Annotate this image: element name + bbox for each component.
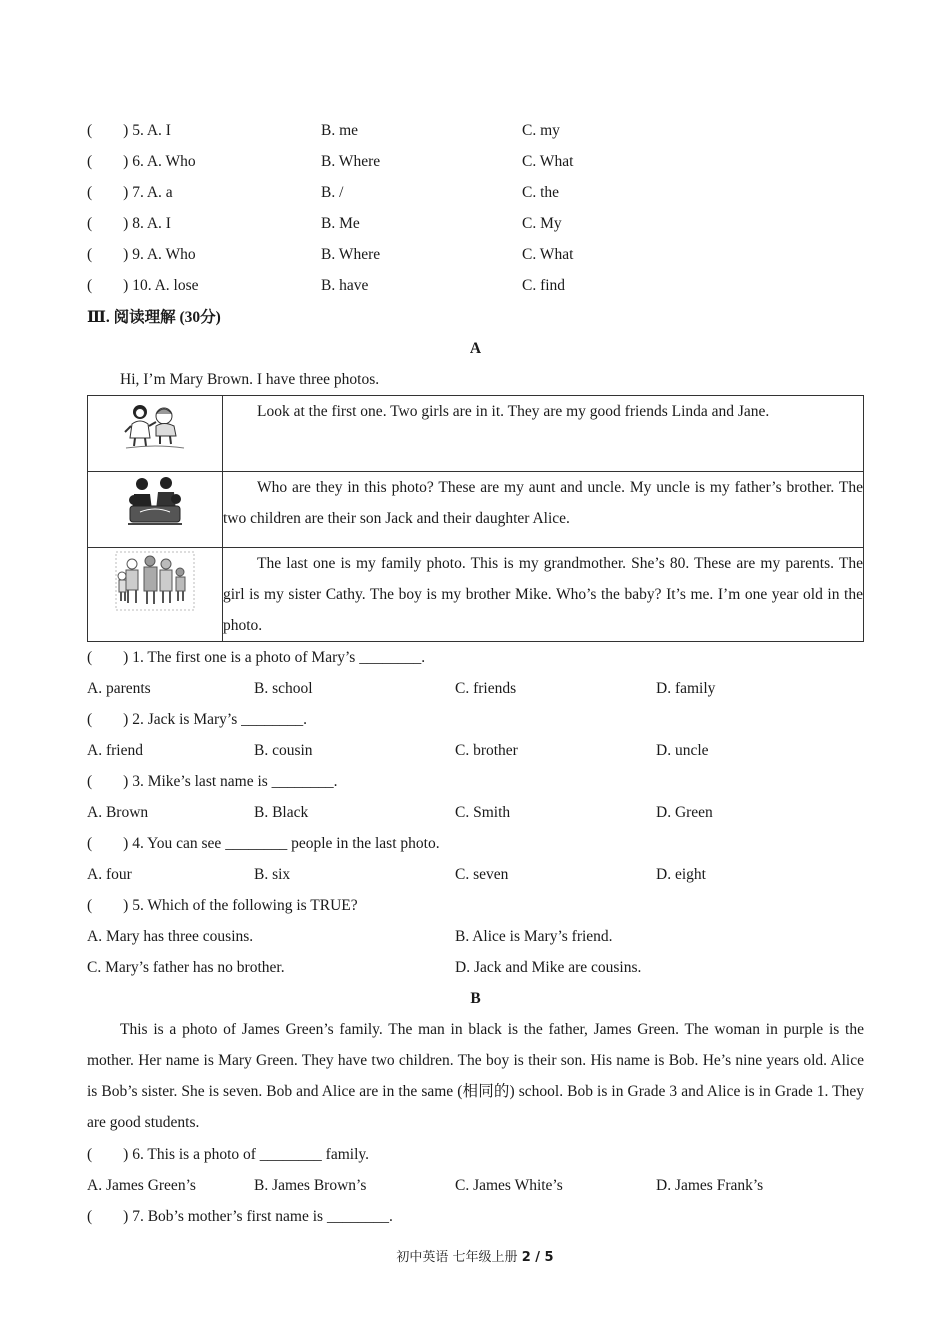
photo-table <box>87 395 864 642</box>
question-stem: ( ) 3. Mike’s last name is ________. <box>87 773 338 790</box>
photo-text: Who are they in this photo? These are my aunt and uncle. My uncle is my father’s brother. The two children are their son Jack and their daughter Alice. <box>223 472 864 548</box>
option-b: B. six <box>254 866 291 883</box>
option-a: A. friend <box>87 742 143 759</box>
question-options <box>87 735 864 766</box>
page-number: 2 / 5 <box>521 1250 554 1265</box>
cloze-option-row <box>87 177 864 208</box>
girls-photo <box>88 396 223 472</box>
option-b: B. school <box>254 680 313 697</box>
photo-row <box>88 396 864 472</box>
aunt-uncle-photo <box>88 472 223 548</box>
passage-b-label: B <box>470 990 481 1007</box>
option-a: A. parents <box>87 680 151 697</box>
cloze-option-b: B. Where <box>321 153 381 170</box>
option-d: D. James Frank’s <box>656 1177 764 1194</box>
option-d: D. family <box>656 680 716 697</box>
passage-b-text: This is a photo of James Green’s family. The man in black is the father, James Green. The woman in purple is the mother. Her name is Mary Green. They have two children. The boy is their son. His name is Bob. He’s nine years old. Alice is Bob’s sister. She is seven. Bob and Alice are in the same (相同的) school. Bob is in Grade 3 and Alice is in Grade 1. They are good students. <box>87 1021 864 1131</box>
option-b: B. Black <box>254 804 309 821</box>
cloze-option-b: B. Me <box>321 215 360 232</box>
cloze-option-row <box>87 239 864 270</box>
cloze-option-c: C. the <box>522 184 560 201</box>
photo-row <box>88 472 864 548</box>
option-c: C. brother <box>455 742 518 759</box>
cloze-option-row <box>87 115 864 146</box>
option-b: B. Alice is Mary’s friend. <box>455 928 613 945</box>
family-photo <box>88 548 223 642</box>
cloze-option-c: C. What <box>522 246 574 263</box>
photo-text: The last one is my family photo. This is my grandmother. She’s 80. These are my parents. The girl is my sister Cathy. The boy is my brother Mike. Who’s the baby? It’s me. I’m one year old in the photo. <box>223 548 864 642</box>
option-b: B. James Brown’s <box>254 1177 367 1194</box>
cloze-option-a: ( ) 5. A. I <box>87 122 171 139</box>
section-title: Ⅲ. 阅读理解 (30分) <box>87 309 221 326</box>
photo-row <box>88 548 864 642</box>
cloze-option-c: C. My <box>522 215 562 232</box>
question-options <box>87 921 864 952</box>
question-options <box>87 797 864 828</box>
question-options <box>87 1170 864 1201</box>
option-b: B. cousin <box>254 742 313 759</box>
question-options <box>87 952 864 983</box>
cloze-option-a: ( ) 10. A. lose <box>87 277 199 294</box>
option-a: A. Mary has three cousins. <box>87 928 254 945</box>
option-d: D. uncle <box>656 742 709 759</box>
footer-subject: 初中英语 七年级上册 <box>396 1250 522 1265</box>
option-c: C. friends <box>455 680 517 697</box>
page-footer <box>0 1246 950 1265</box>
cloze-option-c: C. What <box>522 153 574 170</box>
cloze-option-b: B. Where <box>321 246 381 263</box>
passage-a-intro: Hi, I’m Mary Brown. I have three photos. <box>120 371 380 388</box>
option-c: C. Smith <box>455 804 511 821</box>
cloze-option-c: C. find <box>522 277 566 294</box>
option-a: A. Brown <box>87 804 149 821</box>
question-stem: ( ) 6. This is a photo of ________ family. <box>87 1146 369 1163</box>
cloze-option-b: B. me <box>321 122 359 139</box>
question-stem: ( ) 5. Which of the following is TRUE? <box>87 897 358 914</box>
question-stem: ( ) 7. Bob’s mother’s first name is ________. <box>87 1208 393 1225</box>
question-options <box>87 673 864 704</box>
cloze-option-a: ( ) 8. A. I <box>87 215 171 232</box>
passage-a-label: A <box>469 340 482 357</box>
cloze-option-a: ( ) 7. A. a <box>87 184 173 201</box>
cloze-option-a: ( ) 6. A. Who <box>87 153 196 170</box>
option-a: A. four <box>87 866 132 883</box>
cloze-option-a: ( ) 9. A. Who <box>87 246 196 263</box>
cloze-option-row <box>87 270 864 301</box>
question-stem: ( ) 4. You can see ________ people in the last photo. <box>87 835 440 852</box>
option-d: D. Green <box>656 804 713 821</box>
option-d: D. Jack and Mike are cousins. <box>455 959 642 976</box>
question-stem: ( ) 2. Jack is Mary’s ________. <box>87 711 307 728</box>
question-stem: ( ) 1. The first one is a photo of Mary’s ________. <box>87 649 426 666</box>
photo-text: Look at the first one. Two girls are in it. They are my good friends Linda and Jane. <box>223 396 864 472</box>
option-d: D. eight <box>656 866 706 883</box>
question-options <box>87 859 864 890</box>
cloze-option-row <box>87 208 864 239</box>
option-a: A. James Green’s <box>87 1177 196 1194</box>
option-c: C. James White’s <box>455 1177 563 1194</box>
cloze-option-b: B. / <box>321 184 344 201</box>
cloze-option-b: B. have <box>321 277 369 294</box>
option-c: C. Mary’s father has no brother. <box>87 959 285 976</box>
option-c: C. seven <box>455 866 509 883</box>
cloze-option-c: C. my <box>522 122 560 139</box>
cloze-option-row <box>87 146 864 177</box>
